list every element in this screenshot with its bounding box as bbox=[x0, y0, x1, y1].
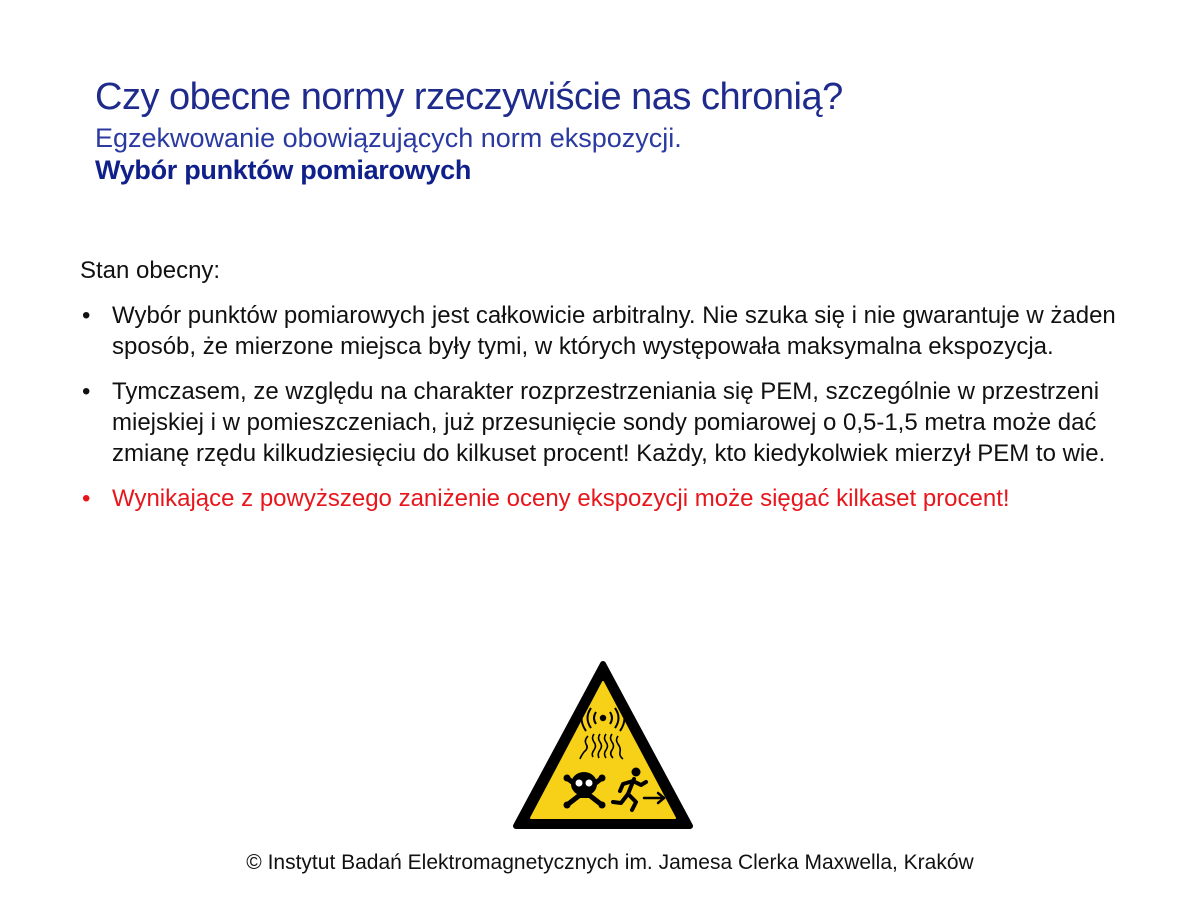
bullet-marker: • bbox=[82, 378, 91, 405]
slide-subtitle: Egzekwowanie obowiązujących norm ekspozycji. bbox=[95, 123, 682, 153]
intro-text: Stan obecny: bbox=[80, 257, 221, 284]
slide-body bbox=[80, 255, 1170, 528]
bullet-text: Tymczasem, ze względu na charakter rozprzestrzeniania się PEM, szczególnie w przestrzeni miejskiej i w pomieszczeniach, już przesunięcie sondy pomiarowej o 0,5-1,5 metra może dać zmianę rzędu kilkudziesięciu do kilkuset procent! Każdy, kto kiedykolwiek mierzył PEM to wie. bbox=[112, 378, 1106, 467]
slide-section-heading: Wybór punktów pomiarowych bbox=[95, 155, 472, 185]
bullet-item-highlight bbox=[80, 483, 1170, 514]
bullet-marker: • bbox=[82, 302, 91, 329]
bullet-text: Wybór punktów pomiarowych jest całkowicie arbitralny. Nie szuka się i nie gwarantuje w żaden sposób, że mierzone miejsca były tymi, w których występowała maksymalna ekspozycja. bbox=[112, 302, 1116, 360]
bullet-list bbox=[80, 300, 1170, 514]
bullet-text: Wynikające z powyższego zaniżenie oceny ekspozycji może sięgać kilkaset procent! bbox=[112, 485, 1010, 512]
bullet-item bbox=[80, 300, 1170, 362]
radiation-warning-icon bbox=[512, 660, 694, 830]
bullet-item bbox=[80, 376, 1170, 469]
title-block bbox=[95, 72, 1155, 186]
slide-title: Czy obecne normy rzeczywiście nas chronią? bbox=[95, 76, 843, 118]
bullet-marker: • bbox=[82, 485, 91, 512]
copyright-footer: © Instytut Badań Elektromagnetycznych im. Jamesa Clerka Maxwella, Kraków bbox=[246, 851, 974, 874]
